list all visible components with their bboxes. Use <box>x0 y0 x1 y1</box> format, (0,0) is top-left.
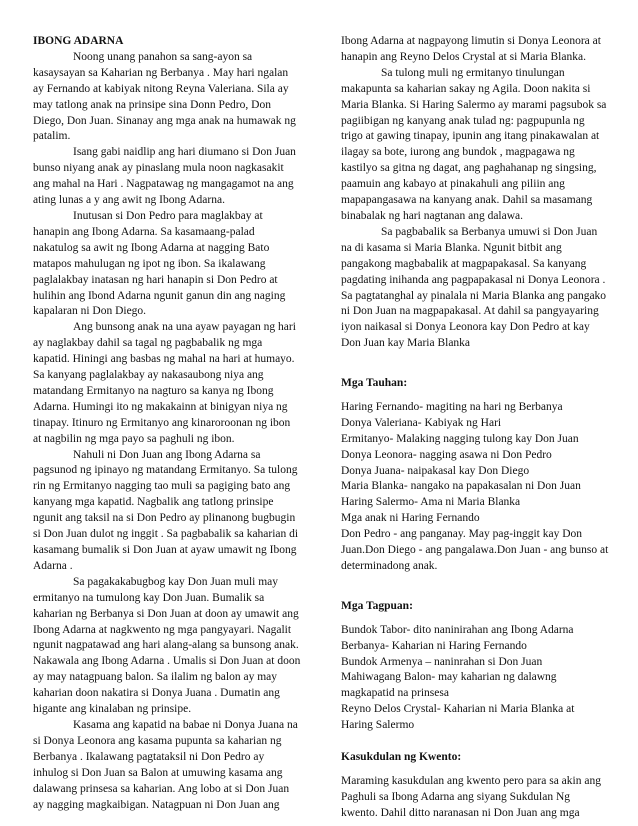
list-item: Bundok Tabor- dito naninirahan ang Ibong Adarna <box>341 623 574 636</box>
story-paragraph: Sa tulong muli ng ermitanyo tinulungan makapunta sa kaharian sakay ng Agila. Doon nakita si Maria Blanka. Si Haring Salermo ay marami pagsubok sa pagiibigan ng kanyang anak tulad ng: pagpupunla ng trigo at gawing tinapay, ipunin ang itang pinakawalan at ilagay sa bote, iurong ang bundok , magpagawa ng kastilyo sa gitna ng dagat, ang paghahanap ng singsing, paamuin ang kabayo at pinakahuli ang piliin ang mapapangasawa na kanyang anak. Dahil sa masamang binabalak ng hari nagtanan ang dalawa. <box>341 66 607 222</box>
section-title-tagpuan: Mga Tagpuan: <box>341 599 413 612</box>
list-item: Haring Fernando- magiting na hari ng Berbanya <box>341 400 563 413</box>
tagpuan-list <box>341 623 609 734</box>
document-title: IBONG ADARNA <box>33 35 124 47</box>
story-paragraph: Nahuli ni Don Juan ang Ibong Adarna sa pagsunod ng ipinayo ng matandang Ermitanyo. Sa tulong rin ng Ermitanyo nagging tao muli sa pagiging bato ang kanyang mga kapatid. Nagbalik ang tatlong prinsipe ngunit ang taksil na si Don Pedro ay plinanong bugbugin si Don Juan dulot ng inggit . Sa pagbabalik sa kaharian di kasamang bumalik si Don Juan at ayaw umawit ng Ibong Adarna . <box>33 448 299 572</box>
section-spacer <box>341 766 609 774</box>
section-spacer <box>341 392 609 400</box>
section-spacer <box>341 615 609 623</box>
section-spacer <box>341 734 609 742</box>
list-item: Ermitanyo- Malaking nagging tulong kay Don Juan <box>341 432 579 445</box>
story-paragraph: Kasama ang kapatid na babae ni Donya Juana na si Donya Leonora ang kasama pupunta sa kaharian ng Berbanya . Ikalawang pagtataksil ni Don Pedro ay inhulog si Don Juan sa Balon at umuwing kasama ang dalawang prinsesa sa kaharian. Ang lobo at si Don Juan ay nagging magkaibigan. Natagpuan ni Don Juan ang <box>33 718 298 811</box>
list-item: Donya Leonora- nagging asawa ni Don Pedro <box>341 448 552 461</box>
list-item: Don Pedro - ang panganay. May pag-inggit kay Don Juan.Don Diego - ang pangalawa.Don Juan - ang bunso at determinadong anak. <box>341 528 609 572</box>
kasukdulan-text: Maraming kasukdulan ang kwento pero para sa akin ang Paghuli sa Ibong Adarna ang siyang Sukdulan Ng kwento. Dahil ditto naranasan ni Don Juan ang mga <box>341 774 601 819</box>
story-paragraph: Noong unang panahon sa sang-ayon sa kasaysayan sa Kaharian ng Berbanya . May hari ngalan ay Fernando at kabiyak nitong Reyna Valeriana. Sila ay may tatlong anak na prinsipe sina Donn Pedro, Don Diego, Don Juan. Sinanay ang mga anak na humawak ng patalim. <box>33 50 296 143</box>
section-title-kasukdulan: Kasukdulan ng Kwento: <box>341 751 462 764</box>
list-item: Mahiwagang Balon- may kaharian ng dalawng magkapatid na prinsesa <box>341 671 557 700</box>
section-spacer <box>341 742 609 750</box>
list-item: Berbanya- Kaharian ni Haring Fernando <box>341 639 527 652</box>
story-paragraph: Sa pagbabalik sa Berbanya umuwi si Don Juan na di kasama si Maria Blanka. Ngunit bitbit ang pangakong magbabalik at magpapakasal. Sa kanyang pagdating inihanda ang pagpapakasal ni Donya Leonora . Sa pagtatanghal ay pinalala ni Maria Blanka ang pangako ni Don Juan na magpapakasal. At dahil sa pangyayaring iyon naikasal si Donya Leonora kay Don Pedro at kay Don Juan kay Maria Blanka <box>341 225 607 350</box>
story-paragraph: Ibong Adarna at nagpayong limutin si Donya Leonora at hanapin ang Reyno Delos Crystal at si Maria Blanka. <box>341 35 601 63</box>
right-column <box>341 34 609 822</box>
section-title-tauhan: Mga Tauhan: <box>341 377 408 390</box>
section-spacer <box>341 352 609 368</box>
list-item: Reyno Delos Crystal- Kaharian ni Maria Blanka at Haring Salermo <box>341 703 575 732</box>
list-item: Bundok Armenya – naninrahan si Don Juan <box>341 655 543 668</box>
story-paragraph: Inutusan si Don Pedro para maglakbay at hanapin ang Ibong Adarna. Sa kasamaang-palad nakatulog sa awit ng Ibong Adarna at nagging Bato matapos mahulugan ng ipot ng ibon. Sa ikalawang paglalakbay inatasan ng hari hanapin si Don Pedro at hulihin ang Ibond Adarna ngunit ganun din ang naging kapalaran ni Don Diego. <box>33 209 286 318</box>
list-item: Maria Blanka- nangako na papakasalan ni Don Juan <box>341 480 581 493</box>
list-item: Mga anak ni Haring Fernando <box>341 512 480 525</box>
section-spacer <box>341 575 609 591</box>
left-column <box>33 34 301 813</box>
tauhan-list <box>341 400 609 575</box>
list-item: Haring Salermo- Ama ni Maria Blanka <box>341 496 521 509</box>
story-paragraph: Isang gabi naidlip ang hari diumano si Don Juan bunso niyang anak ay pinaslang mula noon nagkasakit ang mahal na Hari . Nagpatawag ng mangagamot na ang ating lunas a y ang awit ng Ibong Adarna. <box>33 146 296 207</box>
story-paragraph: Ang bunsong anak na una ayaw payagan ng hari ay naglakbay dahil sa tagal ng pagbabalik ng mga kapatid. Hiningi ang basbas ng mahal na hari at humayo. Sa kanyang paglalakbay ay nakasaubong niya ang matandang Ermitanyo na nagturo sa kanya ng Ibong Adarna. Humingi ito ng makakainn at binigyan niya ng tinapay. Itinuro ng Ermitanyo ang kinaroroonan ng ibon at nagbilin ng mga payo sa paghuli ng ibon. <box>33 321 296 445</box>
section-spacer <box>341 591 609 599</box>
list-item: Donya Juana- naipakasal kay Don Diego <box>341 464 530 477</box>
story-paragraph: Sa pagakakabugbog kay Don Juan muli may ermitanyo na tumulong kay Don Juan. Bumalik sa kaharian ng Berbanya si Don Juan at doon ay umawit ang Ibong Adarna at nagkwento ng mga pangyayari. Nagalit ngunit nagpatawad ang hari alang-alang sa bunsong anak. Nakawala ang Ibong Adarna . Umalis si Don Juan at doon ay may natagpuang balon. Sa ilalim ng balon ay may kaharian doon nakatira si Donya Juana . Dumatin ang higante ang kinalaban ng prinsipe. <box>33 575 301 716</box>
list-item: Donya Valeriana- Kabiyak ng Hari <box>341 416 502 429</box>
section-spacer <box>341 368 609 376</box>
